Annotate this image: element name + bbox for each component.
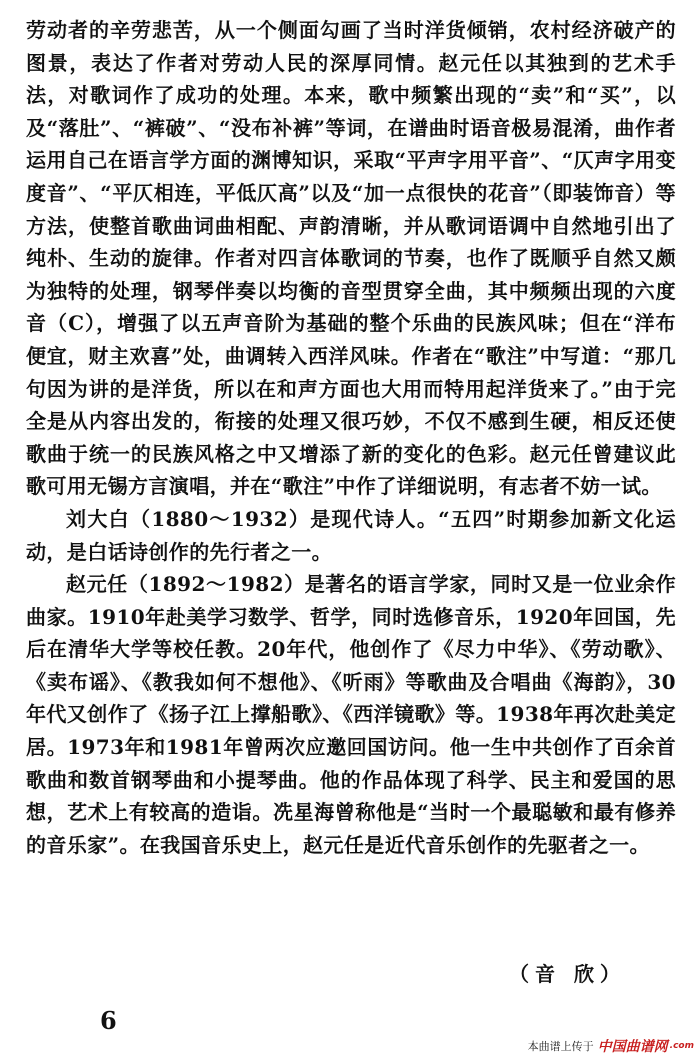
footer-text: 本曲谱上传于	[527, 1040, 594, 1053]
footer-watermark	[528, 1036, 694, 1056]
paragraph-continuation: 劳动者的辛劳悲苦，从一个侧面勾画了当时洋货倾销，农村经济破产的图景，表达了作者对劳动人民的深厚同情。赵元任以其独到的艺术手法，对歌词作了成功的处理。本来，歌中频繁出现的“卖”和“买”，以及“落肚”、“裤破”、“没布补裤”等词，在谱曲时语音极易混淆，曲作者运用自己在语言学方面的渊博知识，采取“平声字用平音”、“仄声字用变度音”、“平仄相连，平低仄高”以及“加一点很快的花音”（即装饰音）等方法，使整首歌曲词曲相配、声韵清晰，并从歌词语调中自然地引出了纯朴、生动的旋律。作者对四言体歌词的节奏，也作了既顺乎自然又颇为独特的处理，钢琴伴奏以均衡的音型贯穿全曲，其中频频出现的六度音（C），增强了以五声音阶为基础的整个乐曲的民族风味；但在“洋布便宜，财主欢喜”处，曲调转入西洋风味。作者在“歌注”中写道：“那几句因为讲的是洋货，所以在和声方面也大用而特用起洋货来了。”由于完全是从内容出发的，衔接的处理又很巧妙，不仅不感到生硬，相反还使歌曲于统一的民族风格之中又增添了新的变化的色彩。赵元任曾建议此歌可用无锡方言演唱，并在“歌注”中作了详细说明，有志者不妨一试。	[26, 18, 676, 499]
page-body	[26, 14, 676, 861]
paragraph-zhao-yuanren: 赵元任（1892～1982）是著名的语言学家，同时又是一位业余作曲家。1910年赴美学习数学、哲学，同时选修音乐，1920年回国，先后在清华大学等校任教。20年代，他创作了《尽力中华》、《劳动歌》、《卖布谣》、《教我如何不想他》、《听雨》等歌曲及合唱曲《海韵》，30年代又创作了《扬子江上撑船歌》、《西洋镜歌》等。1938年再次赴美定居。1973年和1981年曾两次应邀回国访问。他一生中共创作了百余首歌曲和数首钢琴曲和小提琴曲。他的作品体现了科学、民主和爱国的思想，艺术上有较高的造诣。冼星海曾称他是“当时一个最聪敏和最有修养的音乐家”。在我国音乐史上，赵元任是近代音乐创作的先驱者之一。	[26, 572, 676, 857]
author-credit: （音 欣）	[509, 962, 626, 986]
site-logo-domain: .com	[669, 1041, 694, 1051]
page-number: 6	[100, 1006, 117, 1035]
site-logo	[598, 1036, 694, 1056]
paragraph-liu-dabai: 刘大白（1880～1932）是现代诗人。“五四”时期参加新文化运动，是白话诗创作的先行者之一。	[26, 506, 676, 564]
site-logo-text: 中国曲谱网	[597, 1039, 668, 1055]
